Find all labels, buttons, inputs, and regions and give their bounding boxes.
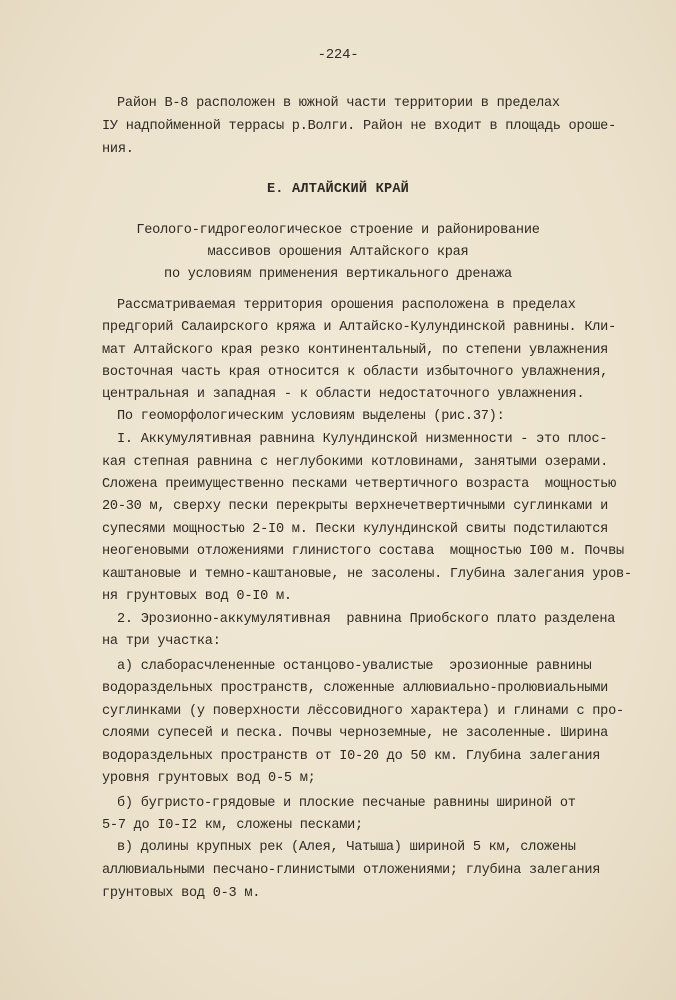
body-line-18: водораздельных пространств, сложенные аллювиально-пролювиальными xyxy=(102,681,609,696)
body-line-7: I. Аккумулятивная равнина Кулундинской низменности - это плос- xyxy=(117,432,608,447)
body-line-16: на три участка: xyxy=(102,634,221,649)
body-line-2: предгорий Салаирского кряжа и Алтайско-Кулундинской равнины. Кли- xyxy=(102,320,616,335)
body-line-3: мат Алтайского края резко континентальный, по степени увлажнения xyxy=(102,343,609,358)
body-line-14: ня грунтовых вод 0-I0 м. xyxy=(102,589,292,604)
intro-line-3: ния. xyxy=(102,142,134,157)
body-line-24: 5-7 до I0-I2 км, сложены песками; xyxy=(102,818,363,833)
body-line-4: восточная часть края относится к области избыточного увлажнения, xyxy=(102,365,609,380)
body-line-26: аллювиальными песчано-глинистыми отложениями; глубина залегания xyxy=(102,863,601,878)
section-title: Е. АЛТАЙСКИЙ КРАЙ xyxy=(266,182,410,197)
body-line-22: уровня грунтовых вод 0-5 м; xyxy=(102,771,316,786)
body-line-20: слоями супесей и песка. Почвы черноземные, не засоленные. Ширина xyxy=(102,726,609,741)
body-line-5: центральная и западная - к области недостаточного увлажнения. xyxy=(102,387,585,402)
body-line-17: а) слаборасчлененные останцово-увалистые эрозионные равнины xyxy=(117,659,592,674)
body-line-13: каштановые и темно-каштановые, не засолены. Глубина залегания уров- xyxy=(102,567,632,582)
body-line-21: водораздельных пространств от I0-20 до 50 км. Глубина залегания xyxy=(102,749,601,764)
body-line-19: суглинками (у поверхности лёссовидного характера) и глинами с про- xyxy=(102,704,624,719)
body-line-25: в) долины крупных рек (Алея, Чатыша) шириной 5 км, сложены xyxy=(117,840,576,855)
subtitle-line-2: массивов орошения Алтайского края xyxy=(207,245,469,260)
intro-line-1: Район В-8 расположен в южной части территории в пределах xyxy=(117,96,560,111)
subtitle-line-3: по условиям применения вертикального дренажа xyxy=(164,267,512,282)
intro-line-2: IУ надпойменной террасы р.Волги. Район не входит в площадь ороше- xyxy=(102,119,616,134)
subtitle-line-1: Геолого-гидрогеологическое строение и районирование xyxy=(136,223,540,238)
body-line-15: 2. Эрозионно-аккумулятивная равнина Приобского плато разделена xyxy=(117,612,616,627)
body-line-23: б) бугристо-грядовые и плоские песчаные равнины шириной от xyxy=(117,796,576,811)
body-line-11: супесями мощностью 2-I0 м. Пески кулундинской свиты подстилаются xyxy=(102,522,609,537)
body-line-8: кая степная равнина с неглубокими котловинами, занятыми озерами. xyxy=(102,455,609,470)
page-number: -224- xyxy=(317,47,359,63)
body-line-27: грунтовых вод 0-3 м. xyxy=(102,886,261,901)
body-line-6: По геоморфологическим условиям выделены (рис.37): xyxy=(117,409,505,424)
body-line-1: Рассматриваемая территория орошения расположена в пределах xyxy=(117,298,576,313)
body-line-12: неогеновыми отложениями глинистого состава мощностью I00 м. Почвы xyxy=(102,544,624,559)
body-line-10: 20-30 м, сверху пески перекрыты верхнечетвертичными суглинками и xyxy=(102,499,609,514)
body-line-9: Сложена преимущественно песками четвертичного возраста мощностью xyxy=(102,477,616,492)
